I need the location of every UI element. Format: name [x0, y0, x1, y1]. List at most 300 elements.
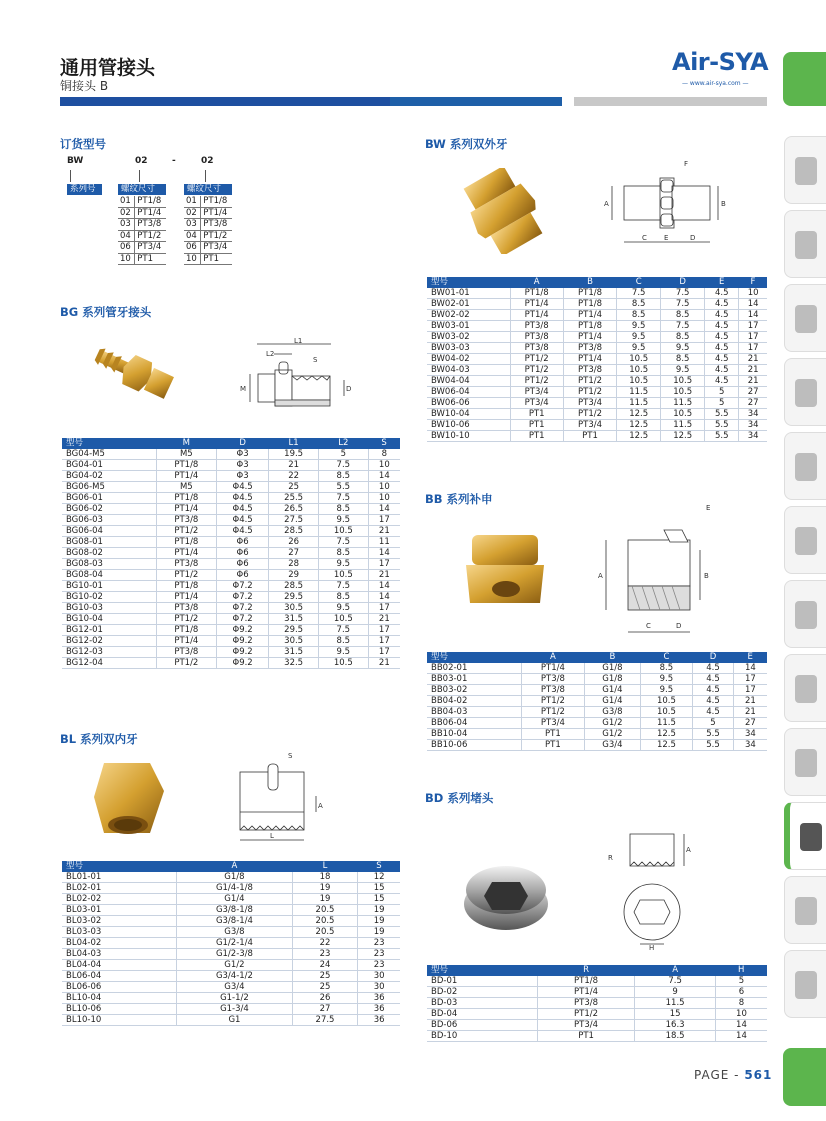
table-cell: 15 — [635, 1009, 716, 1020]
side-tab-tee-icon[interactable] — [784, 432, 826, 500]
bb-spec-table — [427, 652, 767, 751]
column-header: A — [510, 277, 563, 288]
table-cell: G1-1/2 — [177, 993, 292, 1004]
table-cell: PT1 — [510, 431, 563, 442]
table-cell: 20.5 — [292, 905, 358, 916]
table-cell: M5 — [156, 449, 216, 460]
column-header: C — [640, 652, 693, 663]
table-cell: 4.5 — [693, 674, 734, 685]
order-code-dash: - — [172, 156, 176, 166]
table-row — [62, 581, 400, 592]
order-cell: PT1/2 — [135, 230, 166, 242]
table-row — [62, 894, 400, 905]
table-row — [62, 471, 400, 482]
table-cell: BL10-04 — [62, 993, 177, 1004]
bg-product-photo — [86, 335, 176, 420]
table-cell: G1/2-1/4 — [177, 938, 292, 949]
table-cell: G1/4 — [585, 685, 640, 696]
table-cell: G3/4-1/2 — [177, 971, 292, 982]
table-row — [62, 1015, 400, 1026]
table-cell: PT1/2 — [563, 376, 616, 387]
table-cell: 21 — [733, 696, 767, 707]
table-cell: 14 — [739, 310, 767, 321]
table-cell: 10.5 — [640, 707, 693, 718]
table-cell: G1/2 — [177, 960, 292, 971]
bg-heading: BG 系列管牙接头 — [60, 305, 152, 319]
table-cell: 9.5 — [640, 674, 693, 685]
bg-label-l2: L2 — [266, 350, 275, 358]
table-cell: 27 — [739, 387, 767, 398]
table-cell: PT1/2 — [563, 409, 616, 420]
table-cell: G1/4 — [177, 894, 292, 905]
table-cell: 21 — [368, 526, 400, 537]
table-cell: 17 — [739, 321, 767, 332]
table-cell: PT1/4 — [563, 332, 616, 343]
table-cell: 9.5 — [318, 603, 368, 614]
table-cell: 4.5 — [705, 299, 739, 310]
table-cell: BD-01 — [427, 976, 537, 987]
bl-heading: BL 系列双内牙 — [60, 732, 138, 746]
table-cell: 27 — [739, 398, 767, 409]
table-cell: 23 — [358, 960, 400, 971]
table-cell: 10 — [739, 288, 767, 299]
table-cell: 7.5 — [318, 581, 368, 592]
order-series-header: 系列号 — [67, 184, 102, 195]
order-cell: 02 — [184, 207, 201, 219]
table-row — [62, 559, 400, 570]
bd-label-r: R — [608, 854, 613, 862]
table-cell: BG08-01 — [62, 537, 156, 548]
table-cell: 9.5 — [617, 321, 661, 332]
column-header: 型号 — [427, 652, 521, 663]
column-header: 型号 — [62, 861, 177, 872]
order-row — [118, 230, 166, 242]
table-cell: PT1/2 — [156, 658, 216, 669]
bb-label-b: B — [704, 572, 709, 580]
table-cell: G1 — [177, 1015, 292, 1026]
side-tab-valve-icon[interactable] — [784, 506, 826, 574]
table-cell: 12.5 — [640, 729, 693, 740]
bb-label-c: C — [646, 622, 651, 630]
table-cell: 36 — [358, 1004, 400, 1015]
table-cell: 8.5 — [640, 663, 693, 674]
table-cell: 11.5 — [640, 718, 693, 729]
column-header: A — [177, 861, 292, 872]
side-tab-top[interactable] — [783, 52, 826, 106]
column-header: B — [585, 652, 640, 663]
side-tab-lubricator-icon[interactable] — [784, 210, 826, 278]
table-cell: 9.5 — [640, 685, 693, 696]
table-cell: Φ6 — [216, 570, 268, 581]
table-cell: Φ6 — [216, 548, 268, 559]
table-cell: 4.5 — [705, 288, 739, 299]
table-row — [62, 636, 400, 647]
table-cell: 21 — [368, 658, 400, 669]
order-row — [118, 242, 166, 254]
table-cell: BG08-02 — [62, 548, 156, 559]
table-cell: 11.5 — [661, 420, 705, 431]
table-cell: 5.5 — [705, 431, 739, 442]
table-cell: BL10-10 — [62, 1015, 177, 1026]
table-row — [427, 420, 767, 431]
order-cell: 04 — [118, 230, 135, 242]
table-cell: 21 — [739, 365, 767, 376]
table-row — [62, 1004, 400, 1015]
side-tab-elbow-icon[interactable] — [784, 358, 826, 426]
table-cell: 14 — [368, 504, 400, 515]
table-cell: Φ9.2 — [216, 658, 268, 669]
table-cell: Φ4.5 — [216, 493, 268, 504]
table-cell: 4.5 — [705, 376, 739, 387]
order-cell: 10 — [118, 253, 135, 265]
bg-label-m: M — [240, 385, 247, 393]
table-cell: 9.5 — [318, 515, 368, 526]
column-header: L2 — [318, 438, 368, 449]
table-cell: G3/4 — [177, 982, 292, 993]
column-header: E — [733, 652, 767, 663]
table-cell: 11.5 — [617, 387, 661, 398]
table-cell: Φ4.5 — [216, 515, 268, 526]
table-cell: 20.5 — [292, 916, 358, 927]
table-cell: PT3/4 — [510, 398, 563, 409]
column-header: C — [617, 277, 661, 288]
side-tab-brass-fitting-icon[interactable] — [784, 802, 826, 870]
table-cell: 12.5 — [617, 420, 661, 431]
table-row — [427, 663, 767, 674]
page-subtitle: 铜接头 B — [60, 79, 109, 93]
order-cell: PT1 — [201, 253, 232, 265]
table-cell: PT1/8 — [563, 299, 616, 310]
table-cell: 10.5 — [617, 365, 661, 376]
table-cell: 23 — [358, 938, 400, 949]
table-cell: 36 — [358, 993, 400, 1004]
table-cell: Φ6 — [216, 537, 268, 548]
column-header: D — [693, 652, 734, 663]
table-cell: PT1/2 — [510, 376, 563, 387]
table-row — [427, 998, 767, 1009]
table-row — [427, 740, 767, 751]
table-cell: 8.5 — [617, 299, 661, 310]
bl-drawing — [232, 750, 332, 846]
table-row — [427, 431, 767, 442]
table-cell: PT1/2 — [563, 387, 616, 398]
table-cell: 14 — [368, 471, 400, 482]
table-cell: 31.5 — [269, 647, 319, 658]
table-cell: 8.5 — [661, 332, 705, 343]
order-size-table — [118, 196, 166, 265]
table-row — [62, 938, 400, 949]
table-cell: PT3/4 — [521, 718, 585, 729]
table-row — [62, 526, 400, 537]
table-cell: 17 — [368, 647, 400, 658]
table-cell: PT3/8 — [510, 343, 563, 354]
table-row — [62, 504, 400, 515]
table-cell: Φ7.2 — [216, 581, 268, 592]
table-cell: 14 — [715, 1020, 767, 1031]
table-cell: 24 — [292, 960, 358, 971]
table-cell: 29.5 — [269, 592, 319, 603]
table-cell: 28.5 — [269, 526, 319, 537]
order-size-header-2: 螺纹尺寸 — [184, 184, 232, 195]
order-size-header: 螺纹尺寸 — [118, 184, 166, 195]
table-cell: PT1 — [537, 1031, 635, 1042]
table-cell: BG10-02 — [62, 592, 156, 603]
table-cell: 10.5 — [661, 409, 705, 420]
table-cell: 26.5 — [269, 504, 319, 515]
side-tab-bottom[interactable] — [783, 1048, 826, 1106]
table-cell: BW02-01 — [427, 299, 510, 310]
table-cell: 26 — [292, 993, 358, 1004]
table-cell: BD-10 — [427, 1031, 537, 1042]
table-row — [62, 537, 400, 548]
table-cell: PT1/8 — [563, 321, 616, 332]
table-cell: BG10-03 — [62, 603, 156, 614]
table-row — [62, 482, 400, 493]
table-cell: PT3/8 — [510, 332, 563, 343]
table-cell: BW10-06 — [427, 420, 510, 431]
bb-heading: BB 系列补申 — [425, 492, 493, 506]
table-cell: 5 — [318, 449, 368, 460]
order-row — [184, 219, 232, 231]
table-cell: BB04-02 — [427, 696, 521, 707]
table-cell: G1/4 — [585, 696, 640, 707]
table-cell: 4.5 — [705, 354, 739, 365]
side-tab-filter-icon[interactable] — [784, 136, 826, 204]
table-cell: 12.5 — [661, 431, 705, 442]
table-cell: 11.5 — [661, 398, 705, 409]
table-cell: BW06-06 — [427, 398, 510, 409]
order-row — [184, 242, 232, 254]
table-cell: 12.5 — [617, 409, 661, 420]
table-cell: BL02-02 — [62, 894, 177, 905]
bb-drawing — [596, 500, 726, 640]
side-tab-misc-icon[interactable] — [784, 950, 826, 1018]
table-cell: BW01-01 — [427, 288, 510, 299]
table-cell: 19 — [358, 916, 400, 927]
table-cell: PT3/8 — [521, 685, 585, 696]
table-cell: 14 — [733, 663, 767, 674]
table-cell: 30 — [358, 982, 400, 993]
order-line — [139, 170, 140, 182]
table-cell: G1/2 — [585, 729, 640, 740]
table-cell: BL04-02 — [62, 938, 177, 949]
order-cell: PT3/4 — [135, 242, 166, 254]
table-cell: PT1/8 — [510, 288, 563, 299]
table-cell: 16.3 — [635, 1020, 716, 1031]
side-tab-connector-icon[interactable] — [784, 728, 826, 796]
table-row — [427, 1031, 767, 1042]
table-cell: 5.5 — [705, 409, 739, 420]
table-cell: G1/8 — [177, 872, 292, 883]
order-cell: PT3/8 — [135, 219, 166, 231]
table-cell: 5 — [715, 976, 767, 987]
table-cell: 4.5 — [693, 663, 734, 674]
table-cell: BG06-M5 — [62, 482, 156, 493]
table-cell: 4.5 — [705, 310, 739, 321]
order-line — [70, 170, 71, 182]
order-row — [184, 196, 232, 207]
table-cell: 28.5 — [269, 581, 319, 592]
bd-label-h: H — [649, 944, 655, 952]
table-cell: Φ7.2 — [216, 592, 268, 603]
table-row — [62, 548, 400, 559]
table-cell: BW03-02 — [427, 332, 510, 343]
column-header: E — [705, 277, 739, 288]
table-cell: 10.5 — [617, 376, 661, 387]
order-row — [184, 253, 232, 265]
table-cell: PT1/8 — [156, 493, 216, 504]
table-cell: BG08-03 — [62, 559, 156, 570]
table-cell: 10.5 — [318, 570, 368, 581]
table-cell: Φ3 — [216, 449, 268, 460]
table-cell: BL03-01 — [62, 905, 177, 916]
table-cell: 10.5 — [617, 354, 661, 365]
table-cell: 19 — [292, 883, 358, 894]
side-tab-cylinder-icon[interactable] — [784, 654, 826, 722]
column-header: F — [739, 277, 767, 288]
table-row — [62, 916, 400, 927]
table-row — [62, 960, 400, 971]
side-tab-regulator-icon[interactable] — [784, 580, 826, 648]
table-cell: BL10-06 — [62, 1004, 177, 1015]
order-cell: PT3/4 — [201, 242, 232, 254]
side-tab-silencer-icon[interactable] — [784, 876, 826, 944]
table-row — [62, 971, 400, 982]
order-cell: 04 — [184, 230, 201, 242]
table-cell: 26 — [269, 537, 319, 548]
table-cell: 7.5 — [318, 625, 368, 636]
order-cell: PT1/8 — [201, 196, 232, 207]
table-cell: 7.5 — [318, 537, 368, 548]
order-cell: 10 — [184, 253, 201, 265]
order-row — [118, 253, 166, 265]
table-cell: G3/8 — [585, 707, 640, 718]
table-cell: 21 — [733, 707, 767, 718]
table-cell: BG04-02 — [62, 471, 156, 482]
table-cell: PT1/8 — [537, 976, 635, 987]
table-cell: 17 — [733, 674, 767, 685]
bl-label-l: L — [270, 832, 274, 840]
table-cell: M5 — [156, 482, 216, 493]
table-cell: PT1/2 — [156, 614, 216, 625]
bw-spec-table — [427, 277, 767, 442]
table-cell: 17 — [739, 332, 767, 343]
table-cell: 7.5 — [318, 493, 368, 504]
order-cell: PT1/4 — [135, 207, 166, 219]
bg-label-s: S — [313, 356, 318, 364]
table-cell: 5 — [693, 718, 734, 729]
table-cell: PT1/4 — [156, 548, 216, 559]
table-cell: BL06-04 — [62, 971, 177, 982]
table-cell: 8.5 — [318, 592, 368, 603]
table-cell: G3/4 — [585, 740, 640, 751]
bl-spec-table — [62, 861, 400, 1026]
bg-drawing — [236, 336, 358, 418]
table-cell: PT1/4 — [156, 592, 216, 603]
table-cell: PT1/2 — [537, 1009, 635, 1020]
table-row — [427, 387, 767, 398]
bb-label-d: D — [676, 622, 682, 630]
table-cell: Φ7.2 — [216, 603, 268, 614]
table-cell: 14 — [368, 548, 400, 559]
table-cell: PT3/4 — [563, 420, 616, 431]
table-row — [427, 310, 767, 321]
order-cell: PT1 — [135, 253, 166, 265]
table-row — [427, 987, 767, 998]
order-cell: PT1/2 — [201, 230, 232, 242]
table-cell: 34 — [739, 420, 767, 431]
table-cell: PT1/4 — [156, 636, 216, 647]
table-row — [427, 1009, 767, 1020]
column-header: L — [292, 861, 358, 872]
table-cell: BB04-03 — [427, 707, 521, 718]
bg-label-l1: L1 — [294, 337, 303, 345]
column-header: 型号 — [427, 277, 510, 288]
table-cell: 18 — [292, 872, 358, 883]
table-cell: PT3/8 — [156, 559, 216, 570]
table-cell: PT1 — [510, 409, 563, 420]
order-cell: 03 — [184, 219, 201, 231]
table-cell: 19 — [292, 894, 358, 905]
table-cell: PT3/8 — [156, 603, 216, 614]
table-cell: 8.5 — [617, 310, 661, 321]
table-cell: 34 — [733, 729, 767, 740]
order-row — [184, 230, 232, 242]
table-cell: BD-04 — [427, 1009, 537, 1020]
side-tab-fitting-icon[interactable] — [784, 284, 826, 352]
table-cell: 5.5 — [705, 420, 739, 431]
table-cell: BB10-04 — [427, 729, 521, 740]
order-line — [205, 170, 206, 182]
table-cell: 22 — [269, 471, 319, 482]
table-cell: BG04-01 — [62, 460, 156, 471]
page-title: 通用管接头 — [60, 57, 156, 79]
bw-drawing — [600, 158, 734, 248]
table-row — [62, 872, 400, 883]
table-cell: PT3/8 — [563, 343, 616, 354]
table-cell: 21 — [269, 460, 319, 471]
table-row — [62, 982, 400, 993]
table-cell: 7.5 — [318, 460, 368, 471]
table-cell: 4.5 — [705, 343, 739, 354]
table-cell: BW02-02 — [427, 310, 510, 321]
table-cell: 7.5 — [661, 299, 705, 310]
table-row — [62, 603, 400, 614]
table-cell: 9.5 — [617, 332, 661, 343]
table-cell: 4.5 — [693, 707, 734, 718]
table-cell: BG10-01 — [62, 581, 156, 592]
column-header: L1 — [269, 438, 319, 449]
bg-spec-table — [62, 438, 400, 669]
table-cell: PT1/4 — [156, 504, 216, 515]
bw-label-b: B — [721, 200, 726, 208]
order-row — [118, 219, 166, 231]
table-cell: 10.5 — [661, 376, 705, 387]
table-cell: Φ4.5 — [216, 482, 268, 493]
table-row — [62, 905, 400, 916]
page-footer — [694, 1068, 772, 1082]
header-bar-grey — [574, 97, 767, 106]
brand-logo: Air-SYA — [672, 48, 769, 76]
table-cell: 31.5 — [269, 614, 319, 625]
order-cell: PT3/8 — [201, 219, 232, 231]
table-cell: PT3/4 — [563, 398, 616, 409]
table-row — [62, 993, 400, 1004]
table-row — [427, 321, 767, 332]
table-cell: BW04-02 — [427, 354, 510, 365]
table-row — [427, 299, 767, 310]
column-header: D — [661, 277, 705, 288]
